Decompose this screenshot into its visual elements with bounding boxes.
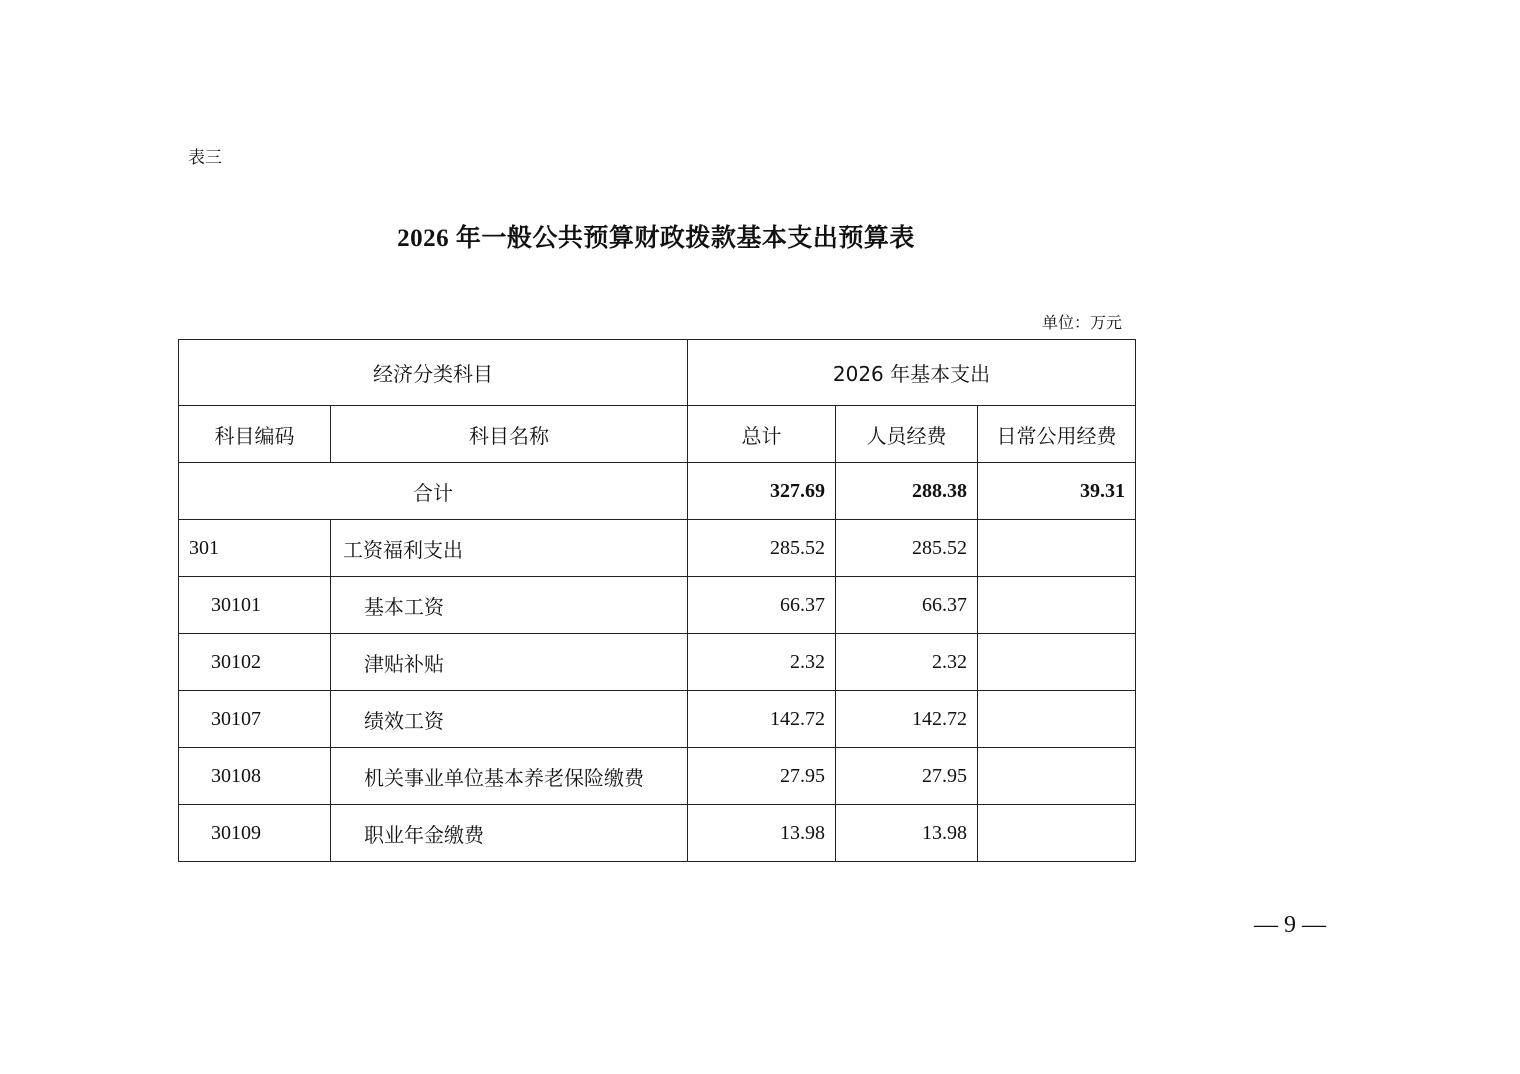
row-total: 66.37 (688, 577, 836, 634)
table-row (179, 691, 1136, 748)
header-economic-classification: 经济分类科目 (179, 340, 688, 406)
row-public (978, 691, 1136, 748)
row-total: 142.72 (688, 691, 836, 748)
table-row (179, 748, 1136, 805)
table-row (179, 520, 1136, 577)
document-title: 2026 年一般公共预算财政拨款基本支出预算表 (397, 225, 915, 252)
row-name: 机关事业单位基本养老保险缴费 (331, 748, 688, 805)
row-total: 13.98 (688, 805, 836, 862)
table-label: 表三 (188, 148, 222, 168)
total-cell: 327.69 (688, 463, 836, 520)
row-personnel: 285.52 (836, 520, 978, 577)
header-name: 科目名称 (331, 406, 688, 463)
row-total: 27.95 (688, 748, 836, 805)
row-public (978, 805, 1136, 862)
row-name: 基本工资 (331, 577, 688, 634)
total-label: 合计 (179, 463, 688, 520)
row-code: 30101 (179, 577, 331, 634)
row-name: 职业年金缴费 (331, 805, 688, 862)
header-total: 总计 (688, 406, 836, 463)
row-personnel: 66.37 (836, 577, 978, 634)
row-personnel: 13.98 (836, 805, 978, 862)
row-personnel: 27.95 (836, 748, 978, 805)
row-name: 绩效工资 (331, 691, 688, 748)
row-personnel: 2.32 (836, 634, 978, 691)
table-row (179, 805, 1136, 862)
header-personnel: 人员经费 (836, 406, 978, 463)
row-personnel: 142.72 (836, 691, 978, 748)
row-name: 津贴补贴 (331, 634, 688, 691)
row-total: 285.52 (688, 520, 836, 577)
unit-label: 单位：万元 (1041, 313, 1122, 332)
row-public (978, 634, 1136, 691)
header-code: 科目编码 (179, 406, 331, 463)
row-public (978, 748, 1136, 805)
total-row (179, 463, 1136, 520)
row-code: 30108 (179, 748, 331, 805)
page-number: — 9 — (1254, 912, 1326, 938)
row-name: 工资福利支出 (331, 520, 688, 577)
table-row (179, 634, 1136, 691)
table-row (179, 577, 1136, 634)
total-public-cell: 39.31 (978, 463, 1136, 520)
header-basic-expenditure: 2026 年基本支出 (688, 340, 1136, 406)
header-public: 日常公用经费 (978, 406, 1136, 463)
row-code: 30102 (179, 634, 331, 691)
row-code: 30107 (179, 691, 331, 748)
budget-table (178, 339, 1136, 862)
row-total: 2.32 (688, 634, 836, 691)
header-group-row (179, 340, 1136, 406)
row-public (978, 520, 1136, 577)
header-column-row (179, 406, 1136, 463)
row-code: 301 (179, 520, 331, 577)
row-public (978, 577, 1136, 634)
row-code: 30109 (179, 805, 331, 862)
total-personnel-cell: 288.38 (836, 463, 978, 520)
